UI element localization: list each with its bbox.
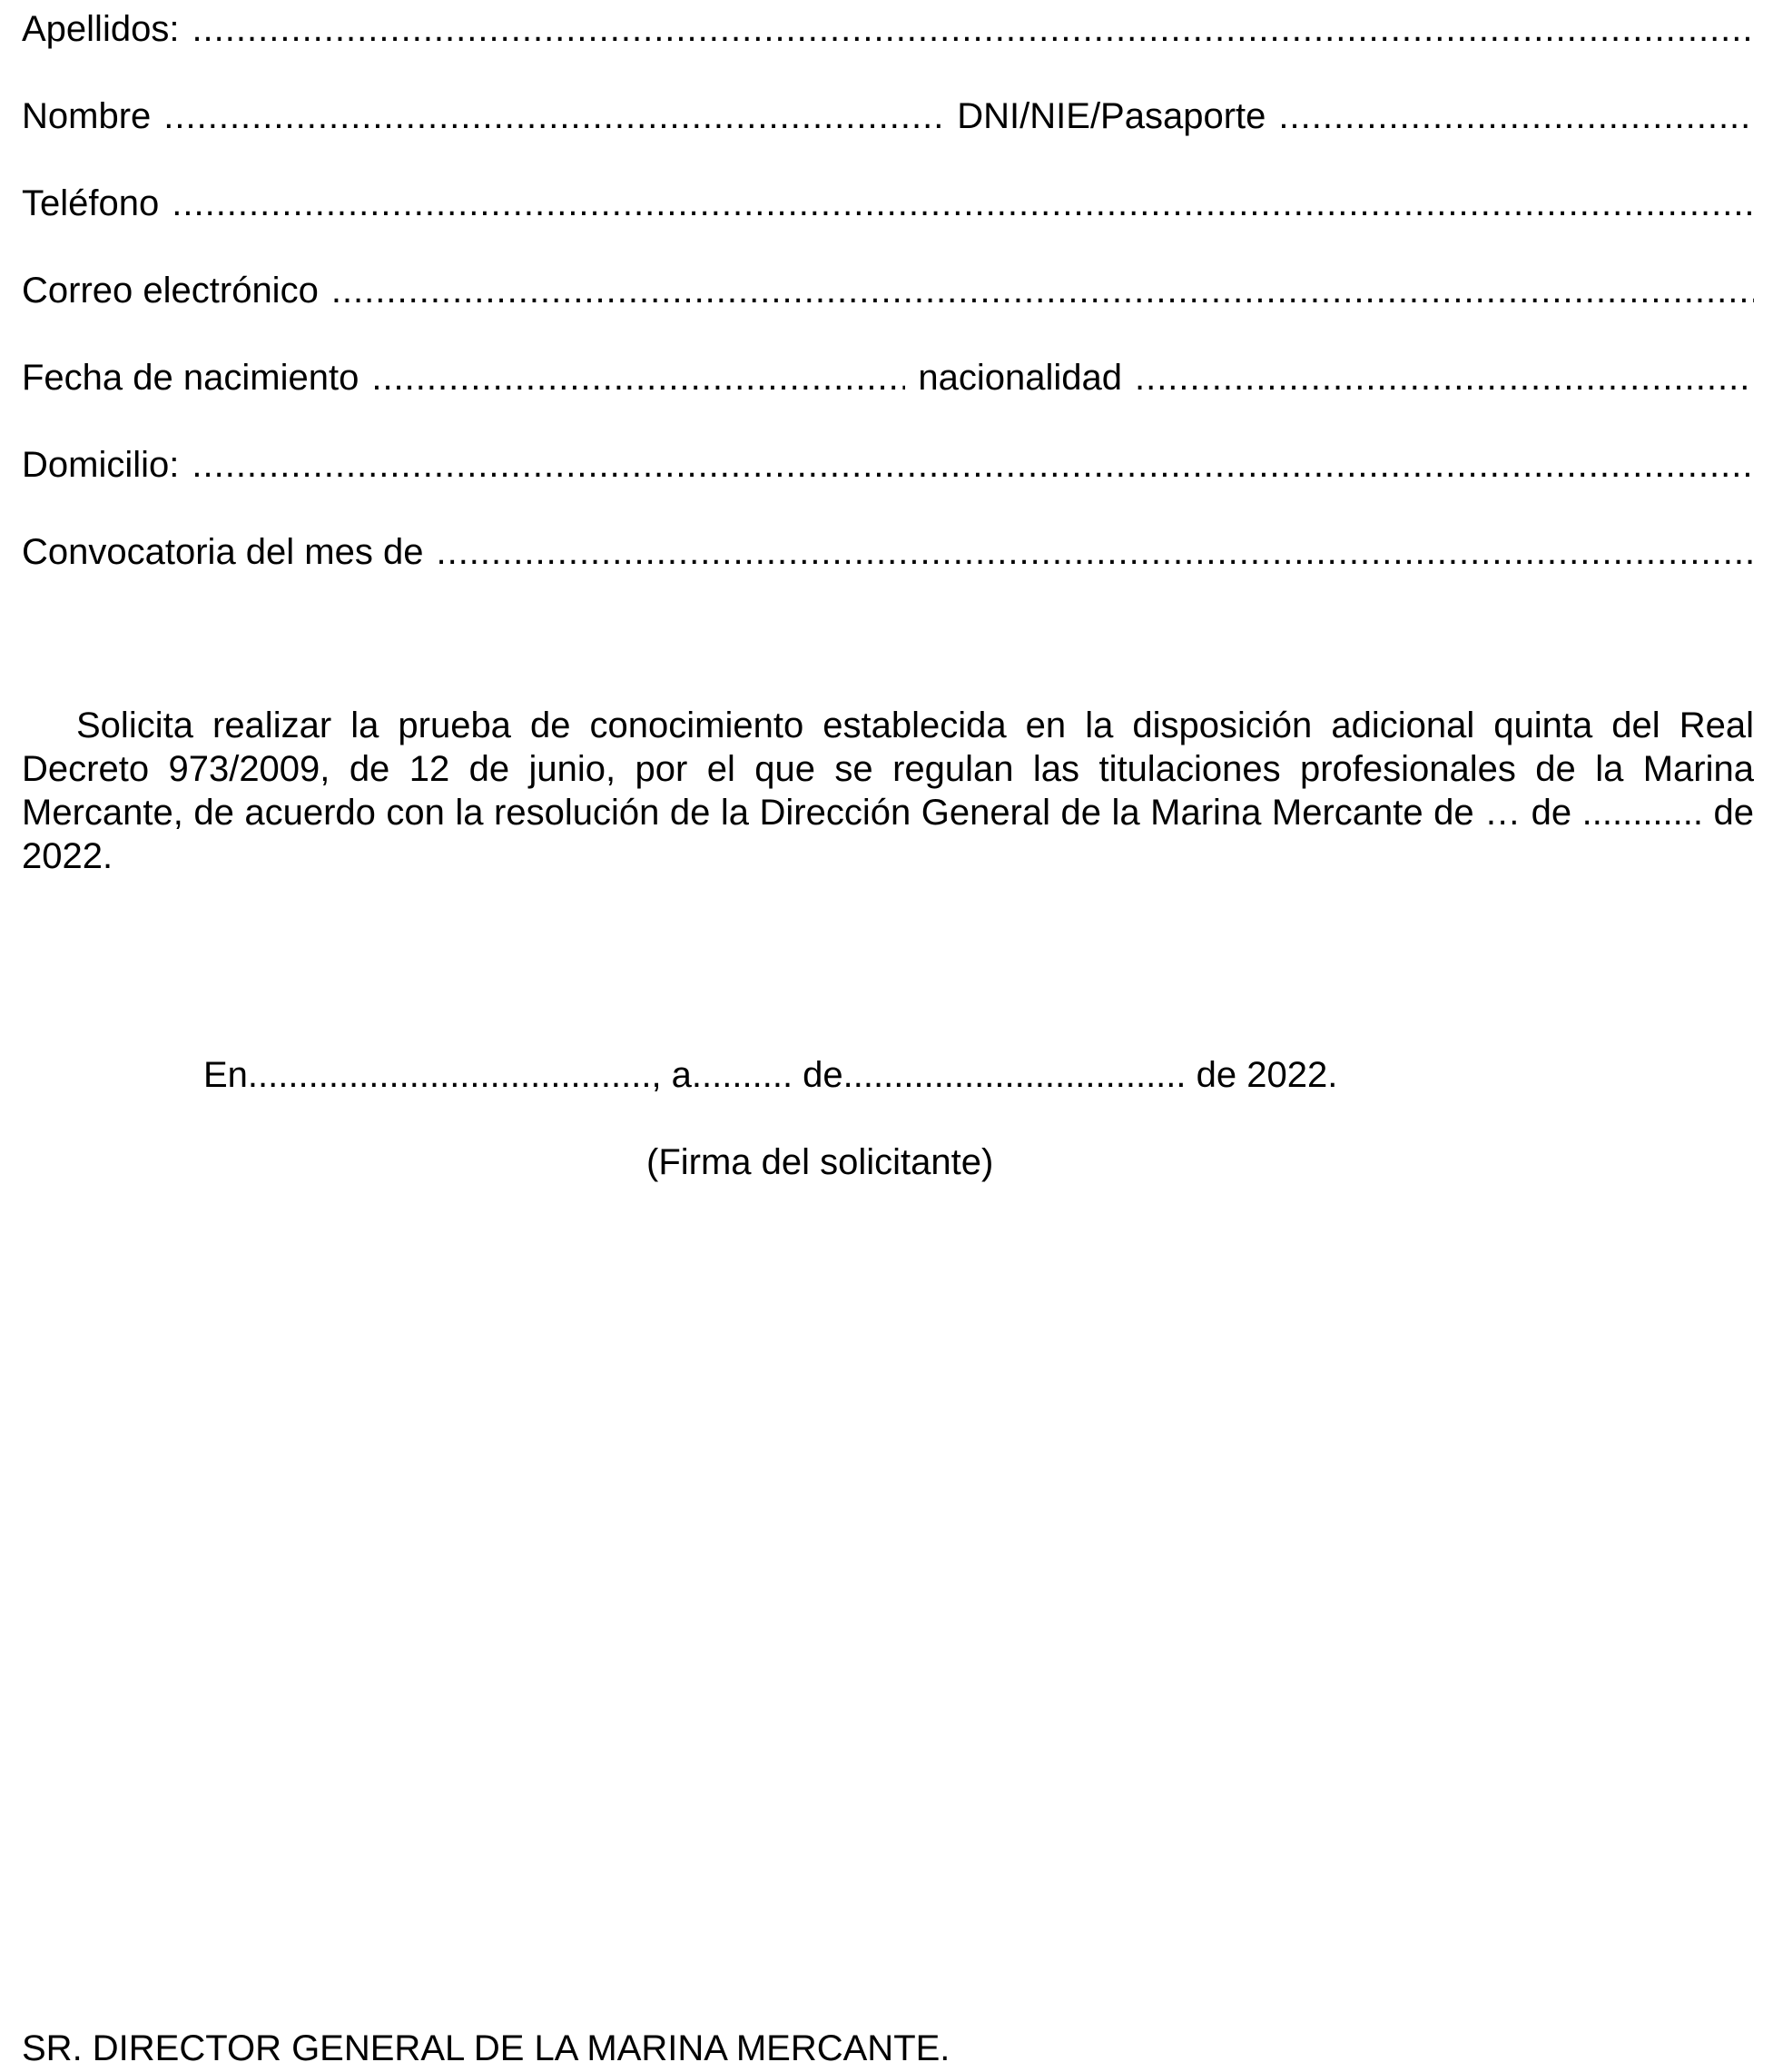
apellidos-fill-line[interactable] [192,5,1754,53]
domicilio-label: Domicilio: [22,445,180,485]
telefono-fill-line[interactable] [172,180,1754,227]
correo-label: Correo electrónico [22,271,319,311]
application-form-page [22,0,1754,2072]
request-paragraph: Solicita realizar la prueba de conocimiento establecida en la disposición adicional quinta del Real Decreto 973/2009, de 12 de junio, por el que se regulan las titulaciones profesionales de la Marina Mercante, de acuerdo con la resolución de la Dirección General de la Marina Mercante de … de ............ de 2022. [22,705,1754,876]
place-date-line: En........................................, a.......... de.................................. de 2022. [203,1055,1338,1095]
nombre-fill-line[interactable] [163,93,944,140]
documento-fill-line[interactable] [1278,93,1754,140]
apellidos-label: Apellidos: [22,9,180,49]
convocatoria-label: Convocatoria del mes de [22,532,424,572]
documento-label: DNI/NIE/Pasaporte [957,96,1266,136]
fecha-row [22,354,1754,401]
domicilio-row [22,441,1754,488]
fecha-label: Fecha de nacimiento [22,358,360,398]
domicilio-fill-line[interactable] [192,441,1754,488]
convocatoria-row [22,528,1754,576]
correo-fill-line[interactable] [331,267,1754,314]
apellidos-row [22,5,1754,53]
fecha-fill-line[interactable] [371,354,905,401]
telefono-row [22,180,1754,227]
signature-label: (Firma del solicitante) [646,1142,994,1182]
nacionalidad-label: nacionalidad [918,358,1122,398]
convocatoria-fill-line[interactable] [436,528,1754,576]
addressee-line: SR. DIRECTOR GENERAL DE LA MARINA MERCANTE. [22,2028,951,2068]
nombre-label: Nombre [22,96,152,136]
nombre-row [22,93,1754,140]
nacionalidad-fill-line[interactable] [1135,354,1754,401]
correo-row [22,267,1754,314]
telefono-label: Teléfono [22,183,160,223]
